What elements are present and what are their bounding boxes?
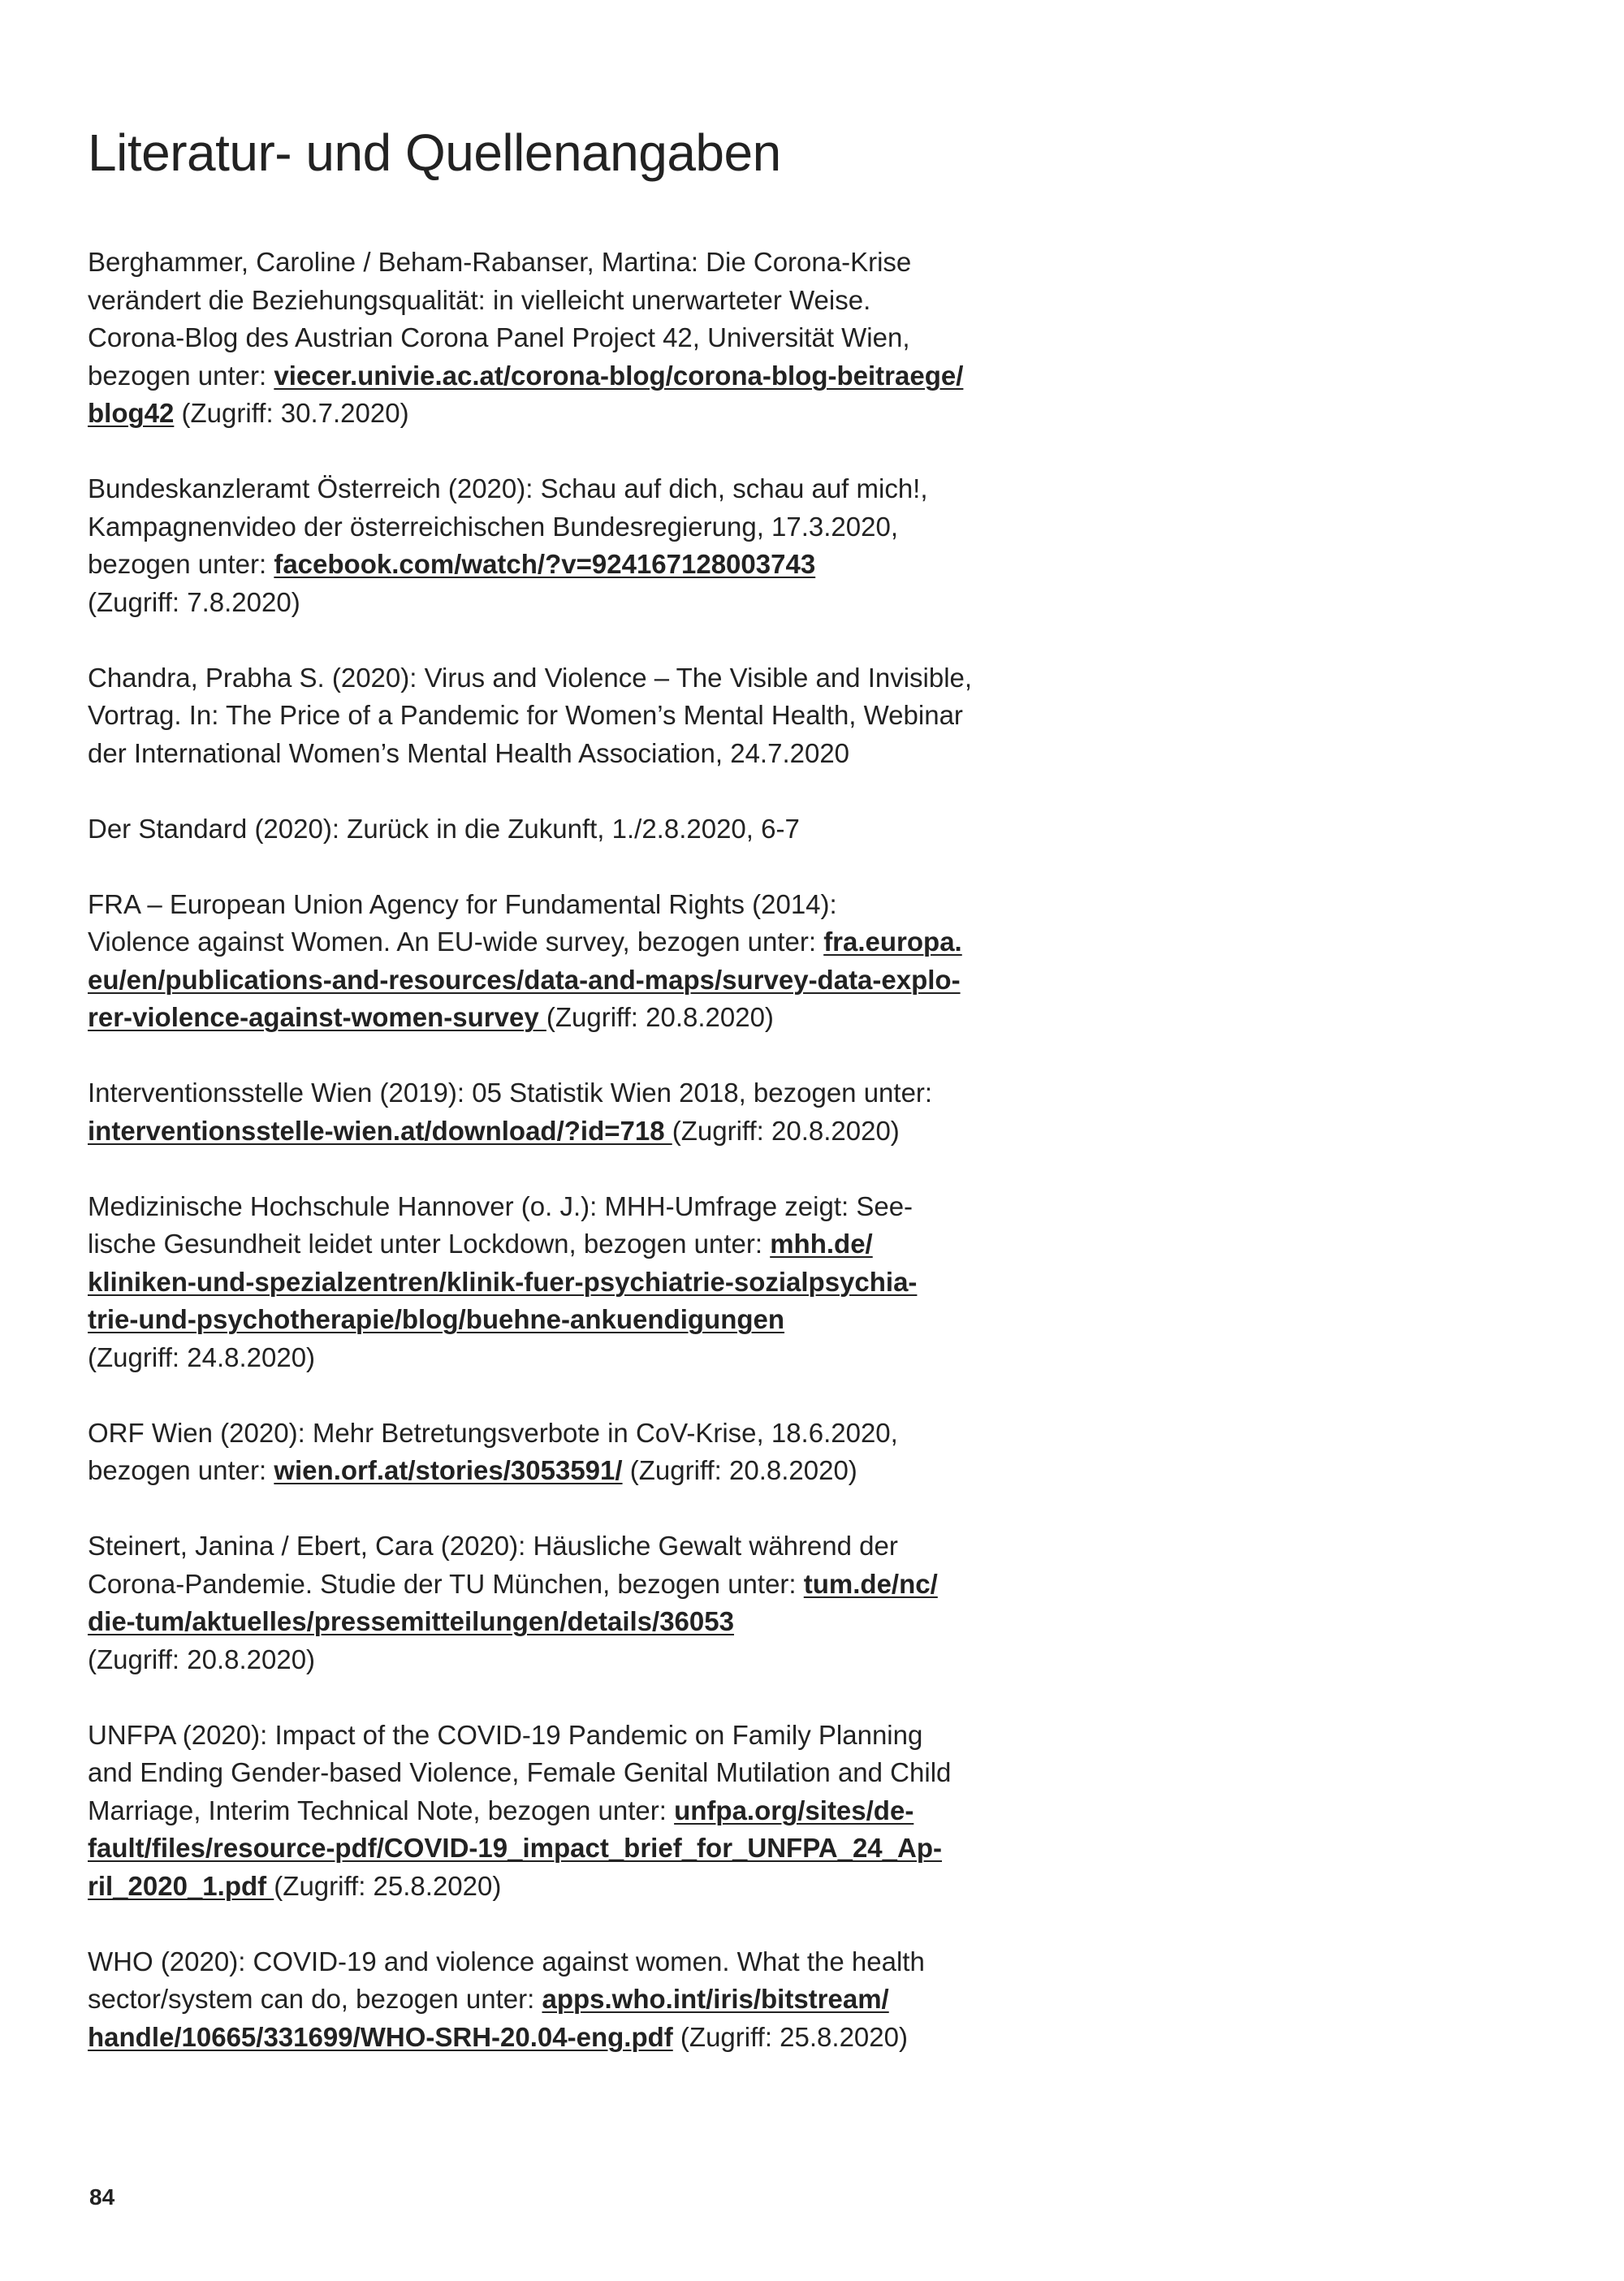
reference-link-line[interactable]: ril_2020_1.pdf — [88, 1870, 274, 1901]
reference-link-line[interactable]: kliniken-und-spezialzentren/klinik-fuer-psychiatrie-sozialpsychia- — [88, 1266, 918, 1297]
reference-link-line[interactable]: unfpa.org/sites/de- — [674, 1795, 914, 1825]
reference-text-line: and Ending Gender-based Violence, Female Genital Mutilation and Child — [88, 1757, 952, 1787]
reference-link-line[interactable]: interventionsstelle-wien.at/download/?id=718 — [88, 1115, 672, 1146]
reference-access-date: (Zugriff: 20.8.2020) — [546, 1002, 774, 1032]
reference-link-line[interactable]: trie-und-psychotherapie/blog/buehne-ankuendigungen — [88, 1304, 785, 1334]
reference-entry — [88, 1943, 1005, 2057]
reference-access-date: (Zugriff: 7.8.2020) — [88, 586, 300, 617]
reference-link-line[interactable]: eu/en/publications-and-resources/data-and-maps/survey-data-explo- — [88, 964, 961, 995]
reference-text-line: Corona-Blog des Austrian Corona Panel Project 42, Universität Wien, — [88, 322, 910, 352]
reference-link-line[interactable]: mhh.de/ — [770, 1229, 873, 1259]
reference-link-line[interactable]: fault/files/resource-pdf/COVID-19_impact_brief_for_UNFPA_24_Ap- — [88, 1833, 942, 1863]
reference-text-prefix: Marriage, Interim Technical Note, bezogen unter: — [88, 1795, 675, 1825]
reference-link-line[interactable]: handle/10665/331699/WHO-SRH-20.04-eng.pdf — [88, 2021, 673, 2052]
reference-text-line: Interventionsstelle Wien (2019): 05 Statistik Wien 2018, bezogen unter: — [88, 1078, 933, 1108]
reference-text-line: verändert die Beziehungsqualität: in vielleicht unerwarteter Weise. — [88, 284, 871, 315]
reference-link-line[interactable]: fra.europa. — [823, 927, 962, 957]
reference-entry — [88, 1415, 1005, 1490]
reference-text-prefix: bezogen unter: — [88, 549, 274, 579]
reference-link-line[interactable]: wien.orf.at/stories/3053591/ — [274, 1455, 623, 1485]
reference-list — [88, 244, 1005, 2094]
page-title: Literatur- und Quellenangaben — [88, 123, 781, 182]
reference-link-line[interactable]: apps.who.int/iris/bitstream/ — [542, 1984, 889, 2014]
reference-link[interactable] — [274, 1455, 622, 1485]
reference-entry — [88, 810, 1005, 849]
reference-text-prefix: lische Gesundheit leidet unter Lockdown, bezogen unter: — [88, 1229, 771, 1259]
reference-text-line: Der Standard (2020): Zurück in die Zukunft, 1./2.8.2020, 6-7 — [88, 813, 800, 844]
reference-text-line: FRA – European Union Agency for Fundamental Rights (2014): — [88, 888, 837, 919]
reference-link-line[interactable]: tum.de/nc/ — [803, 1568, 938, 1599]
reference-entry — [88, 1527, 1005, 1678]
page-number: 84 — [89, 2184, 115, 2210]
reference-entry — [88, 886, 1005, 1037]
reference-text-line: Berghammer, Caroline / Beham-Rabanser, Martina: Die Corona-Krise — [88, 247, 912, 277]
reference-text-prefix: Violence against Women. An EU-wide survey, bezogen unter: — [88, 927, 824, 957]
reference-link[interactable] — [88, 1116, 672, 1146]
reference-text-prefix: Corona-Pandemie. Studie der TU München, bezogen unter: — [88, 1568, 804, 1599]
reference-link-line[interactable]: die-tum/aktuelles/pressemitteilungen/details/36053 — [88, 1606, 734, 1636]
reference-link-line[interactable]: viecer.univie.ac.at/corona-blog/corona-blog-beitraege/ — [274, 360, 964, 391]
reference-access-date: (Zugriff: 20.8.2020) — [622, 1455, 857, 1485]
reference-entry — [88, 1074, 1005, 1150]
reference-text-line: Vortrag. In: The Price of a Pandemic for Women’s Mental Health, Webinar — [88, 700, 963, 730]
reference-access-date: (Zugriff: 25.8.2020) — [672, 2021, 908, 2052]
reference-entry — [88, 470, 1005, 621]
reference-text-line: Bundeskanzleramt Österreich (2020): Schau auf dich, schau auf mich!, — [88, 473, 928, 503]
reference-access-date: (Zugriff: 25.8.2020) — [274, 1870, 502, 1901]
reference-access-date: (Zugriff: 20.8.2020) — [672, 1115, 900, 1146]
reference-text-line: UNFPA (2020): Impact of the COVID-19 Pandemic on Family Planning — [88, 1719, 923, 1750]
reference-entry — [88, 244, 1005, 433]
reference-link[interactable] — [274, 549, 815, 579]
reference-text-line: WHO (2020): COVID-19 and violence against women. What the health — [88, 1946, 925, 1976]
reference-text-prefix: bezogen unter: — [88, 360, 274, 391]
reference-text-prefix: bezogen unter: — [88, 1455, 274, 1485]
reference-entry — [88, 659, 1005, 773]
reference-link-line[interactable]: facebook.com/watch/?v=924167128003743 — [274, 549, 816, 579]
reference-entry — [88, 1188, 1005, 1377]
reference-entry — [88, 1717, 1005, 1906]
reference-text-line: der International Women’s Mental Health Association, 24.7.2020 — [88, 737, 850, 768]
reference-link-line[interactable]: rer-violence-against-women-survey — [88, 1002, 546, 1032]
reference-access-date: (Zugriff: 20.8.2020) — [88, 1644, 316, 1674]
reference-text-line: Steinert, Janina / Ebert, Cara (2020): Häusliche Gewalt während der — [88, 1531, 898, 1561]
reference-text-line: Kampagnenvideo der österreichischen Bundesregierung, 17.3.2020, — [88, 511, 899, 542]
reference-access-date: (Zugriff: 24.8.2020) — [88, 1341, 316, 1372]
reference-text-line: ORF Wien (2020): Mehr Betretungsverbote in CoV-Krise, 18.6.2020, — [88, 1417, 898, 1448]
reference-text-line: Chandra, Prabha S. (2020): Virus and Violence – The Visible and Invisible, — [88, 662, 973, 693]
reference-text-prefix: sector/system can do, bezogen unter: — [88, 1984, 542, 2014]
reference-link-line[interactable]: blog42 — [88, 398, 175, 428]
reference-text-line: Medizinische Hochschule Hannover (o. J.): MHH-Umfrage zeigt: See- — [88, 1190, 914, 1221]
reference-access-date: (Zugriff: 30.7.2020) — [174, 398, 409, 428]
